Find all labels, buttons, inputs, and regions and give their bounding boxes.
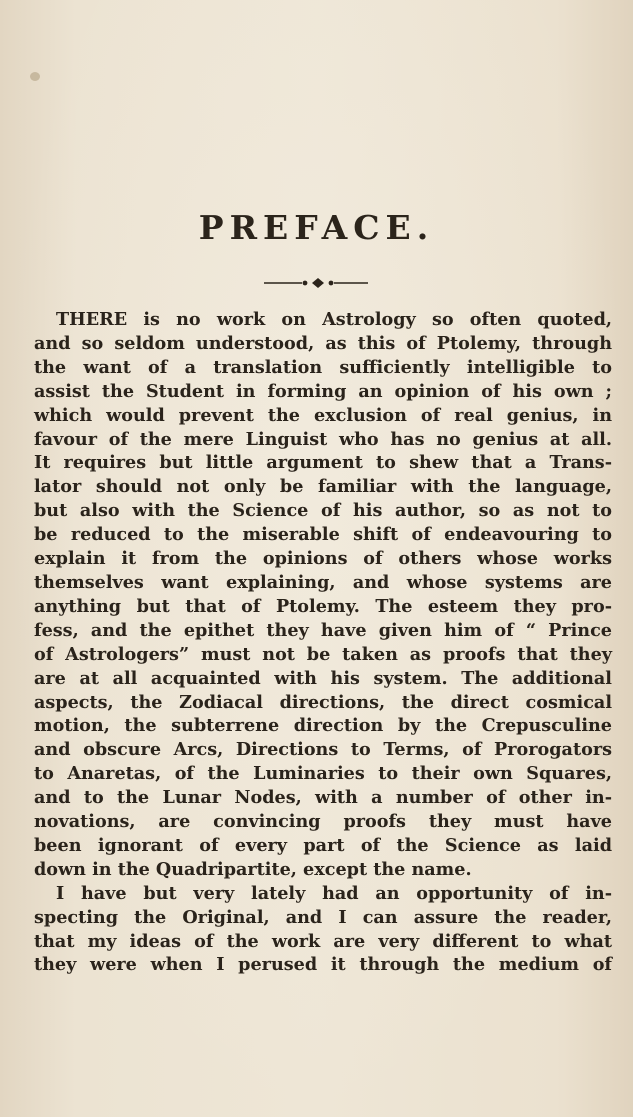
text-line: down in the Quadripartite, except the name. bbox=[34, 858, 472, 880]
preface-text bbox=[34, 308, 612, 977]
paper-stain bbox=[30, 72, 40, 81]
text-line: which would prevent the exclusion of real genius, in bbox=[34, 404, 612, 426]
text-line: lator should not only be familiar with the language, bbox=[34, 476, 612, 498]
text-line: specting the Original, and I can assure the reader, bbox=[34, 906, 612, 928]
text-line: been ignorant of every part of the Science as laid bbox=[34, 834, 612, 856]
text-line: motion, the subterrene direction by the Crepusculine bbox=[34, 715, 612, 737]
text-line: of Astrologers” must not be taken as proofs that they bbox=[34, 643, 612, 665]
text-line: assist the Student in forming an opinion of his own ; bbox=[34, 380, 612, 402]
text-line: and to the Lunar Nodes, with a number of other in- bbox=[34, 787, 612, 809]
text-line: to Anaretas, of the Luminaries to their own Squares, bbox=[34, 763, 612, 785]
text-line: I have but very lately had an opportunity of in- bbox=[56, 882, 612, 904]
text-line: be reduced to the miserable shift of endeavouring to bbox=[34, 524, 612, 546]
text-line: and so seldom understood, as this of Ptolemy, through bbox=[34, 332, 612, 354]
text-line: that my ideas of the work are very different to what bbox=[34, 930, 612, 952]
text-line: anything but that of Ptolemy. The esteem they pro- bbox=[34, 595, 612, 617]
text-line: they were when I perused it through the medium of bbox=[34, 954, 612, 976]
text-line: fess, and the epithet they have given him of “ Prince bbox=[34, 619, 612, 641]
text-line: favour of the mere Linguist who has no genius at all. bbox=[34, 428, 612, 450]
text-line: explain it from the opinions of others whose works bbox=[34, 548, 612, 570]
text-line: aspects, the Zodiacal directions, the direct cosmical bbox=[34, 691, 612, 713]
text-line: are at all acquainted with his system. The additional bbox=[34, 667, 612, 689]
text-line: themselves want explaining, and whose systems are bbox=[34, 571, 612, 593]
text-line: novations, are convincing proofs they must have bbox=[34, 811, 612, 833]
text-line: the want of a translation sufficiently intelligible to bbox=[34, 356, 612, 378]
text-line: THERE is no work on Astrology so often quoted, bbox=[56, 309, 612, 330]
ornament-rule bbox=[262, 276, 370, 290]
text-line: but also with the Science of his author, so as not to bbox=[34, 500, 612, 522]
page-title: PREFACE. bbox=[198, 208, 435, 247]
text-line: It requires but little argument to shew that a Trans- bbox=[34, 452, 612, 474]
text-line: and obscure Arcs, Directions to Terms, of Prorogators bbox=[34, 739, 612, 761]
